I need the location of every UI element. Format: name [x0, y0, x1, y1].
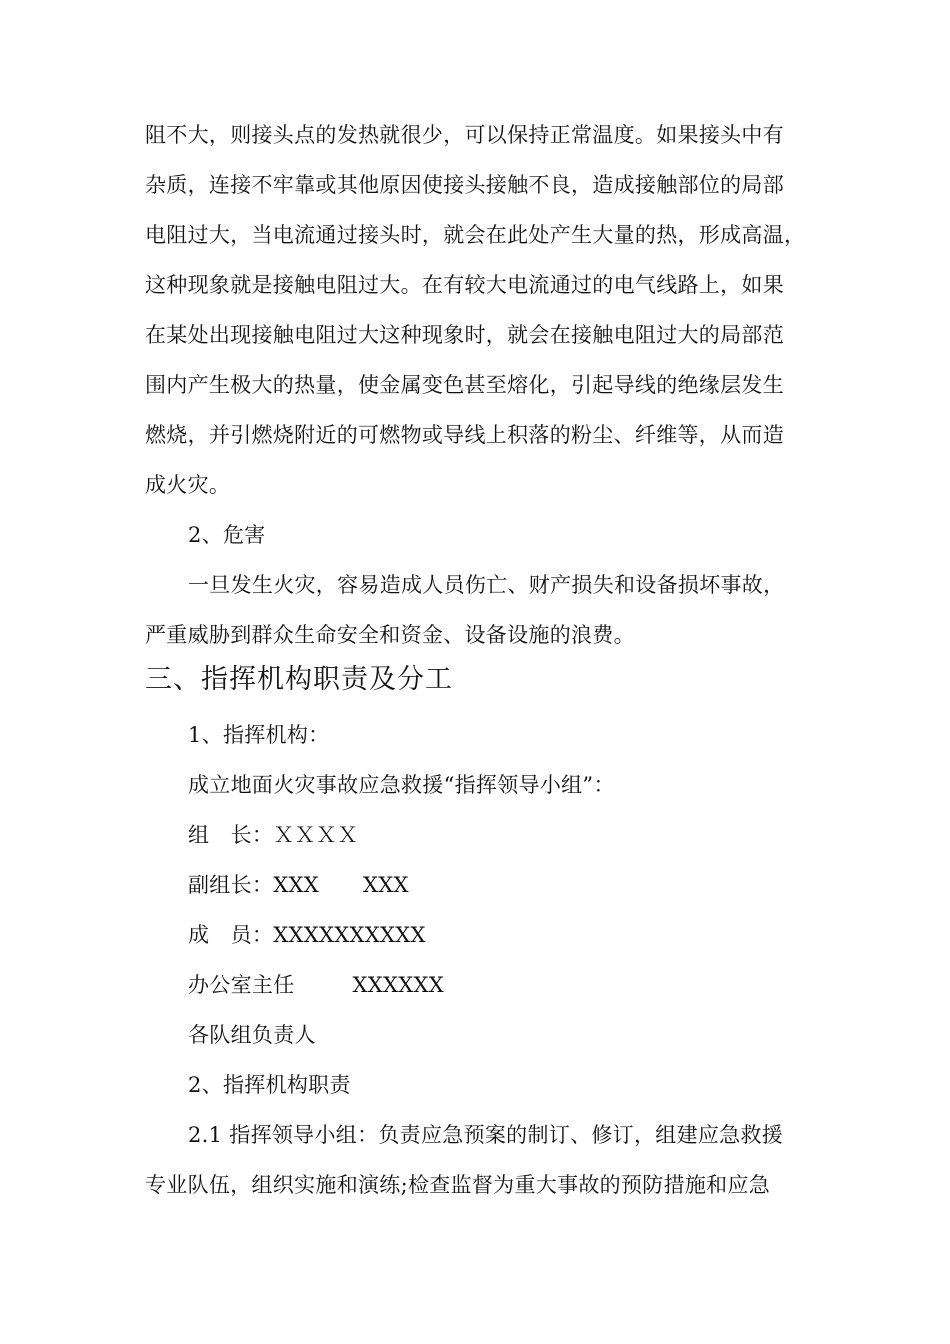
roster-office: [188, 971, 444, 999]
subheading-org: 1、指挥机构：: [188, 723, 330, 747]
paragraph-line: 成火灾。: [145, 473, 231, 497]
roster-team-heads: 各队组负责人: [188, 1023, 316, 1047]
paragraph-line: 严重威胁到群众生命安全和资金、设备设施的浪费。: [145, 623, 635, 647]
deputy-value: XXX: [362, 873, 409, 897]
member-label: 成 员：: [188, 923, 274, 947]
member-value: XXXXXXXXXX: [273, 923, 426, 947]
office-label: 办公室主任: [188, 973, 295, 997]
paragraph-line: 围内产生极大的热量，使金属变色甚至熔化，引起导线的绝缘层发生: [145, 373, 784, 397]
roster-deputy: [188, 871, 409, 899]
roster-leader: [188, 821, 358, 849]
subheading-harm: 2、危害: [188, 523, 266, 547]
leader-value: ＸＸＸＸ: [273, 823, 359, 847]
paragraph-line: 燃烧，并引燃烧附近的可燃物或导线上积落的粉尘、纤维等，从而造: [145, 423, 784, 447]
leader-label: 组 长：: [188, 823, 274, 847]
roster-members: [188, 921, 426, 949]
paragraph-line: 阻不大，则接头点的发热就很少，可以保持正常温度。如果接头中有: [145, 123, 784, 147]
office-value: XXXXXX: [352, 973, 445, 997]
paragraph-line: 专业队伍，组织实施和演练;检查监督为重大事故的预防措施和应急: [145, 1173, 771, 1197]
paragraph-line: 在某处出现接触电阻过大这种现象时，就会在接触电阻过大的局部范: [145, 323, 784, 347]
deputy-label: 副组长：: [188, 873, 274, 897]
section-heading: 三、指挥机构职责及分工: [145, 664, 453, 695]
paragraph-line: 一旦发生火灾，容易造成人员伤亡、财产损失和设备损坏事故，: [188, 573, 785, 597]
subheading-duties: 2、指挥机构职责: [188, 1073, 351, 1097]
paragraph-line: 杂质，连接不牢靠或其他原因使接头接触不良，造成接触部位的局部: [145, 173, 784, 197]
paragraph-line: 这种现象就是接触电阻过大。在有较大电流通过的电气线路上，如果: [145, 273, 784, 297]
paragraph-line: 2.1 指挥领导小组：负责应急预案的制订、修订，组建应急救援: [188, 1123, 784, 1147]
deputy-value: XXX: [273, 873, 319, 897]
paragraph-line: 电阻过大，当电流通过接头时，就会在此处产生大量的热，形成高温，: [145, 223, 806, 247]
org-intro: 成立地面火灾事故应急救援“指挥领导小组”：: [188, 773, 615, 797]
